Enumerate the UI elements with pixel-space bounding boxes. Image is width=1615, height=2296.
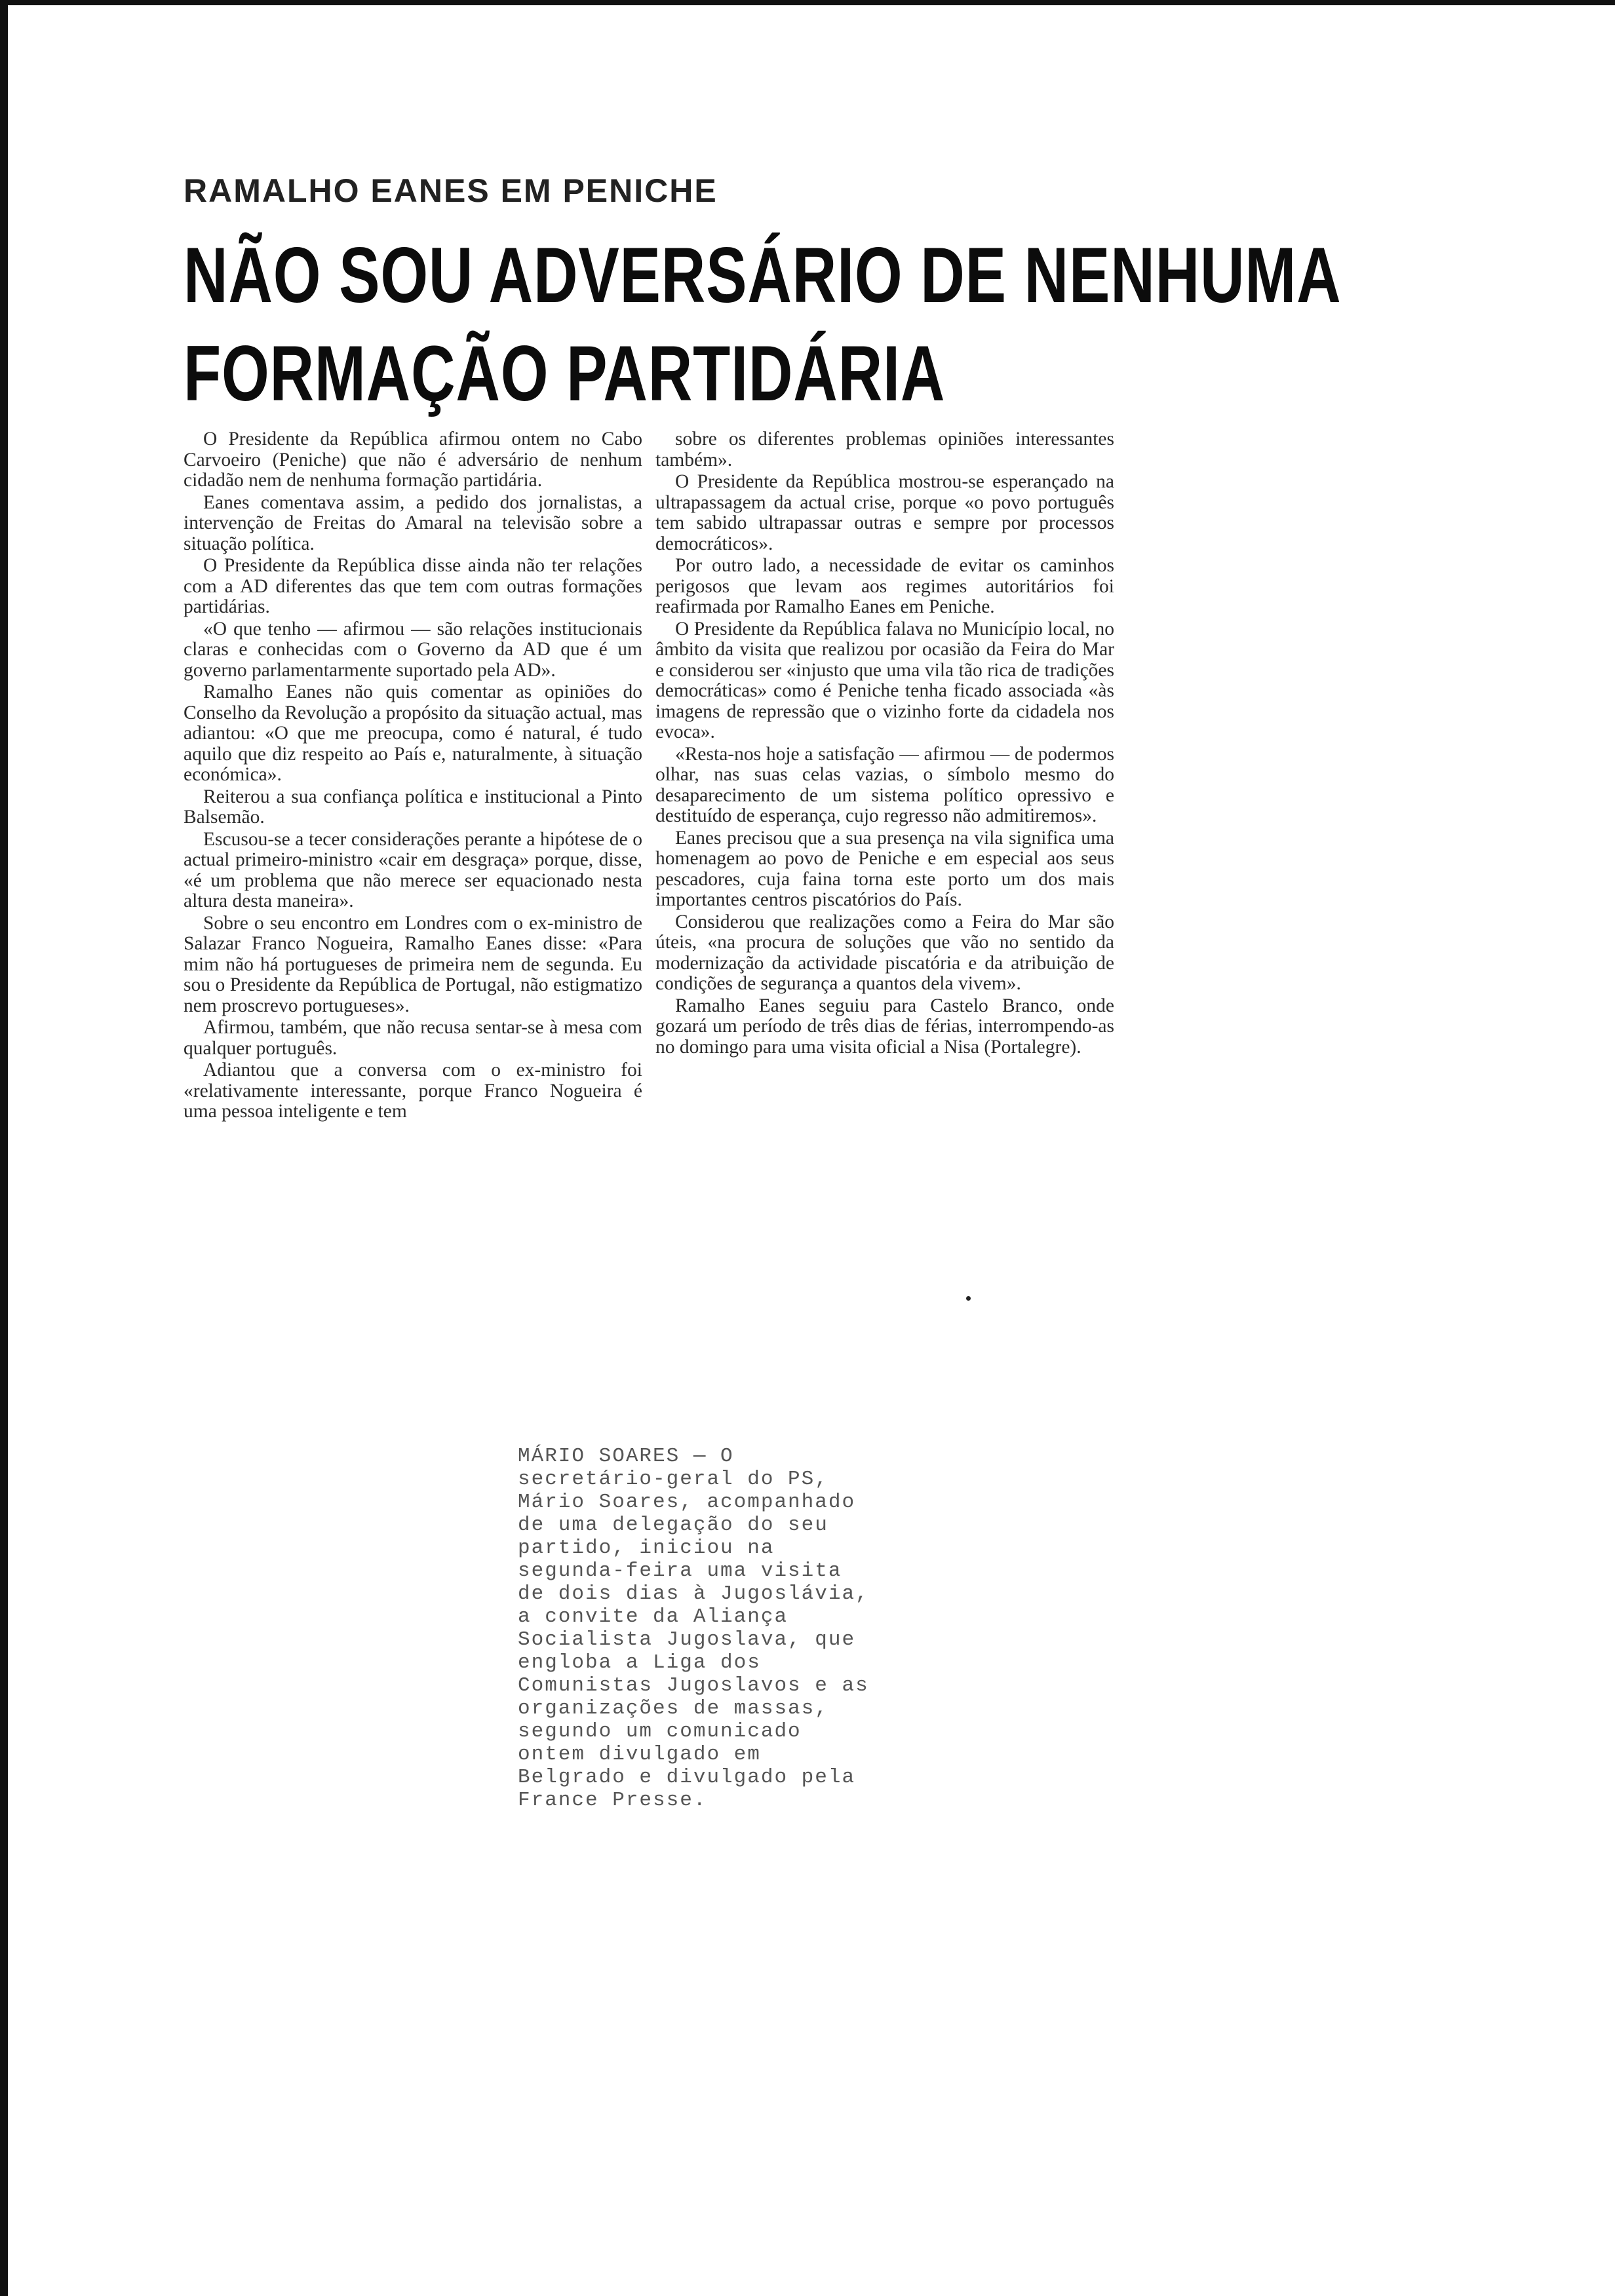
article-column-right xyxy=(655,429,1114,1059)
article-paragraph: O Presidente da República disse ainda não ter relações com a AD diferentes das que tem com outras formações partidárias. xyxy=(184,555,642,617)
article-paragraph: Reiterou a sua confiança política e institucional a Pinto Balsemão. xyxy=(184,786,642,828)
article-paragraph: Afirmou, também, que não recusa sentar-se à mesa com qualquer português. xyxy=(184,1017,642,1059)
article-paragraph: Por outro lado, a necessidade de evitar os caminhos perigosos que levam aos regimes autoritários foi reafirmada por Ramalho Eanes em Peniche. xyxy=(655,555,1114,617)
article-paragraph: O Presidente da República afirmou ontem no Cabo Carvoeiro (Peniche) que não é adversário de nenhum cidadão nem de nenhuma formação partidária. xyxy=(184,429,642,491)
ink-speck xyxy=(966,1296,971,1301)
article-paragraph: Considerou que realizações como a Feira do Mar são úteis, «na procura de soluções que vão no sentido da modernização da actividade piscatória e da atribuição de condições de segurança a quantos dela vivem». xyxy=(655,911,1114,994)
article-paragraph: sobre os diferentes problemas opiniões interessantes também». xyxy=(655,429,1114,470)
article-paragraph: Ramalho Eanes não quis comentar as opiniões do Conselho da Revolução a propósito da situação actual, mas adiantou: «O que me preocupa, como é natural, é tudo aquilo que diz respeito ao País e, naturalmente, à situação económica». xyxy=(184,681,642,785)
headline-line-1: NÃO SOU ADVERSÁRIO DE NENHUMA xyxy=(184,231,1342,319)
article-paragraph: «O que tenho — afirmou — são relações institucionais claras e conhecidas com o Governo da AD que é um governo parlamentarmente suportado pela AD». xyxy=(184,618,642,681)
article-column-left xyxy=(184,429,642,1124)
article-paragraph: O Presidente da República mostrou-se esperançado na ultrapassagem da actual crise, porque «o povo português tem sabido ultrapassar outras e sempre por processos democráticos». xyxy=(655,471,1114,554)
headline-line-2: FORMAÇÃO PARTIDÁRIA xyxy=(184,330,946,417)
article-paragraph: O Presidente da República falava no Município local, no âmbito da visita que realizou por ocasião da Feira do Mar e considerou ser «injusto que uma vila tão rica de tradições democráticas» como é Peniche tenha ficado associada «às imagens de repressão que o vizinho forte da cidadela nos evoca». xyxy=(655,618,1114,742)
article-paragraph: «Resta-nos hoje a satisfação — afirmou — de podermos olhar, nas suas celas vazias, o símbolo mesmo do desaparecimento de um sistema político opressivo e destituído de esperança, cujo regresso não admitiremos». xyxy=(655,743,1114,826)
article-kicker: RAMALHO EANES EM PENICHE xyxy=(184,172,718,209)
article-paragraph: Adiantou que a conversa com o ex-ministro foi «relativamente interessante, porque Franco Nogueira é uma pessoa inteligente e tem xyxy=(184,1060,642,1122)
article-paragraph: Eanes comentava assim, a pedido dos jornalistas, a intervenção de Freitas do Amaral na televisão sobre a situação política. xyxy=(184,491,642,554)
photo-caption: MÁRIO SOARES — O secretário-geral do PS, Mário Soares, acompanhado de uma delegação do seu partido, iniciou na segunda-feira uma visita de dois dias à Jugoslávia, a convite da Aliança Socialista Jugoslava, que engloba a Liga dos Comunistas Jugoslavos e as organizações de massas, segundo um comunicado ontem divulgado em Belgrado e divulgado pela France Presse. xyxy=(518,1445,869,1812)
article-paragraph: Ramalho Eanes seguiu para Castelo Branco, onde gozará um período de três dias de férias, interrompendo-as no domingo para uma visita oficial a Nisa (Portalegre). xyxy=(655,995,1114,1058)
article-paragraph: Escusou-se a tecer considerações perante a hipótese de o actual primeiro-ministro «cair em desgraça» porque, disse, «é um problema que não merece ser equacionado nesta altura desta maneira». xyxy=(184,828,642,911)
article-headline xyxy=(184,226,1342,423)
article-paragraph: Eanes precisou que a sua presença na vila significa uma homenagem ao povo de Peniche e em especial aos seus pescadores, cuja faina torna este porto um dos mais importantes centros piscatórios do País. xyxy=(655,827,1114,910)
article-paragraph: Sobre o seu encontro em Londres com o ex-ministro de Salazar Franco Nogueira, Ramalho Eanes disse: «Para mim não há portugueses de primeira nem de segunda. Eu sou o Presidente da República de Portugal, não estigmatizo nem proscrevo portugueses». xyxy=(184,912,642,1016)
scan-edge-top xyxy=(0,0,1615,5)
scan-edge-left xyxy=(0,0,8,2296)
